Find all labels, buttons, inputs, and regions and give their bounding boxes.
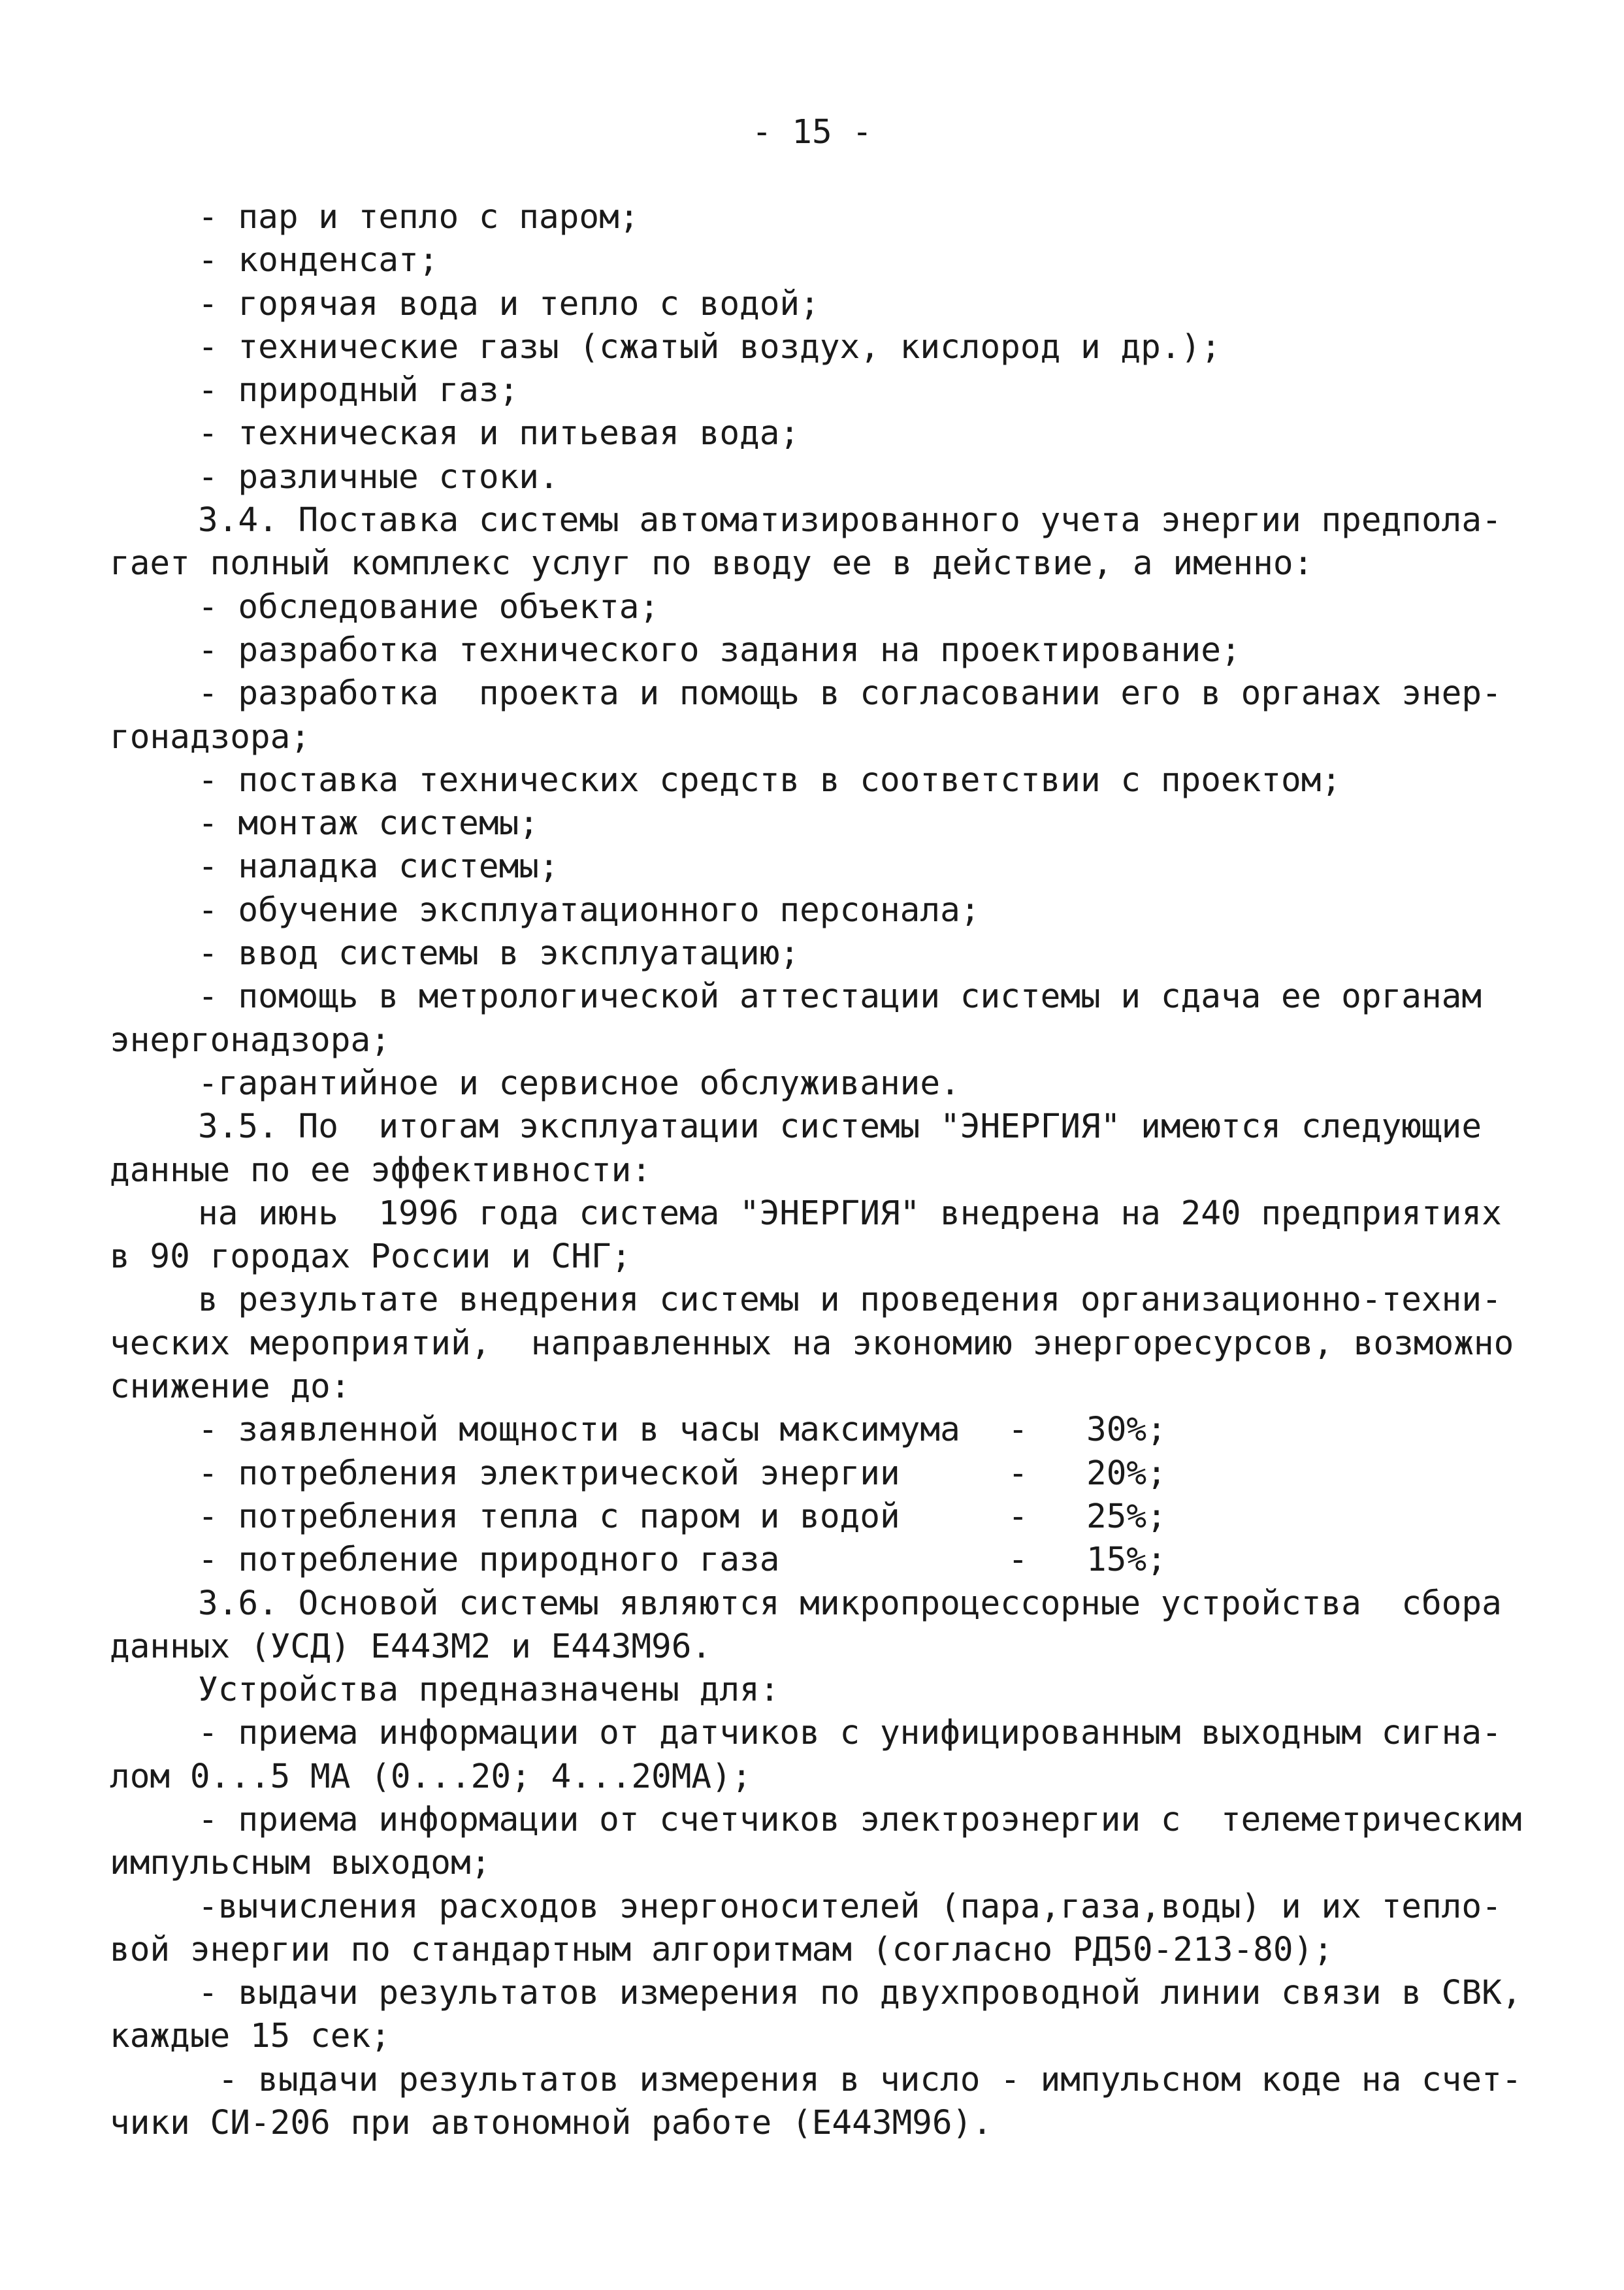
list-item: - помощь в метрологической аттестации системы и сдача ее органам [198, 977, 1482, 1017]
paragraph-line: гает полный комплекс услуг по вводу ее в действие, а именно: [110, 544, 1314, 583]
list-item: -гарантийное и сервисное обслуживание. [198, 1064, 960, 1103]
list-item: - разработка технического задания на проектирование; [198, 630, 1241, 670]
reduction-value: 30%; [1086, 1411, 1167, 1450]
paragraph-line: в результате внедрения системы и проведения организационно-техни- [198, 1281, 1502, 1320]
list-item: - техническая и питьевая вода; [198, 414, 800, 453]
list-item: - приема информации от счетчиков электроэнергии с телеметрическим [198, 1800, 1522, 1839]
paragraph-line: импульсным выходом; [110, 1844, 491, 1883]
paragraph-line: снижение до: [110, 1367, 351, 1407]
reduction-row [110, 1452, 1527, 1496]
paragraph-line: вой энергии по стандартным алгоритмам (согласно РД50-213-80); [110, 1930, 1333, 1969]
list-item: - выдачи результатов измерения по двухпроводной линии связи в СВК, [198, 1974, 1522, 2013]
paragraph-line: чики СИ-206 при автономной работе (Е443М96). [110, 2104, 993, 2143]
list-item: -вычисления расходов энергоносителей (пара,газа,воды) и их тепло- [198, 1887, 1502, 1926]
list-item: - природный газ; [198, 371, 519, 410]
reduction-value: 15%; [1086, 1541, 1167, 1580]
list-item: - пар и тепло с паром; [198, 198, 640, 237]
paragraph-line: лом 0...5 МА (0...20; 4...20МА); [110, 1757, 752, 1796]
reduction-row [110, 1496, 1527, 1539]
reduction-label: - потребления электрической энергии [198, 1454, 900, 1493]
paragraph-line: энергонадзора; [110, 1021, 391, 1060]
paragraph-line: 3.6. Основой системы являются микропроцессорные устройства сбора [198, 1584, 1502, 1623]
reduction-dash: - [1008, 1411, 1028, 1450]
paragraph-line: данные по ее эффективности: [110, 1151, 652, 1190]
list-item: - горячая вода и тепло с водой; [198, 284, 820, 323]
list-item: - обучение эксплуатационного персонала; [198, 891, 981, 930]
paragraph-line: в 90 городах России и СНГ; [110, 1237, 632, 1277]
reduction-label: - потребление природного газа [198, 1541, 780, 1580]
reduction-row [110, 1539, 1527, 1582]
list-item: - обследование объекта; [198, 587, 660, 627]
list-item: - наладка системы; [198, 847, 559, 887]
reduction-label: - заявленной мощности в часы максимума [198, 1411, 960, 1450]
list-item: - выдачи результатов измерения в число - импульсном коде на счет- [198, 2060, 1522, 2099]
paragraph-line: Устройства предназначены для: [198, 1671, 780, 1710]
page-number: - 15 - [751, 113, 873, 152]
list-item: - разработка проекта и помощь в согласовании его в органах энер- [198, 674, 1502, 713]
document-body [110, 196, 1527, 2145]
list-item: - приема информации от датчиков с унифицированным выходным сигна- [198, 1714, 1502, 1753]
list-item: - конденсат; [198, 241, 439, 280]
list-item: - монтаж системы; [198, 804, 539, 843]
reduction-row [110, 1409, 1527, 1452]
paragraph-line: каждые 15 сек; [110, 2017, 391, 2056]
paragraph-line: 3.4. Поставка системы автоматизированного учета энергии предпола- [198, 501, 1502, 540]
paragraph-line: на июнь 1996 года система "ЭНЕРГИЯ" внедрена на 240 предприятиях [198, 1194, 1502, 1233]
reduction-value: 20%; [1086, 1454, 1167, 1493]
reduction-dash: - [1008, 1497, 1028, 1536]
reduction-dash: - [1008, 1454, 1028, 1493]
paragraph-line: данных (УСД) Е443М2 и Е443М96. [110, 1627, 712, 1666]
list-item: - ввод системы в эксплуатацию; [198, 934, 800, 973]
paragraph-line: гонадзора; [110, 717, 311, 757]
list-item: - поставка технических средств в соответствии с проектом; [198, 761, 1342, 800]
paragraph-line: 3.5. По итогам эксплуатации системы "ЭНЕРГИЯ" имеются следующие [198, 1107, 1482, 1147]
paragraph-line: ческих мероприятий, направленных на экономию энергоресурсов, возможно [110, 1324, 1514, 1363]
reduction-value: 25%; [1086, 1497, 1167, 1536]
list-item: - различные стоки. [198, 457, 559, 497]
reduction-label: - потребления тепла с паром и водой [198, 1497, 900, 1536]
list-item: - технические газы (сжатый воздух, кислород и др.); [198, 327, 1221, 367]
reduction-dash: - [1008, 1541, 1028, 1580]
